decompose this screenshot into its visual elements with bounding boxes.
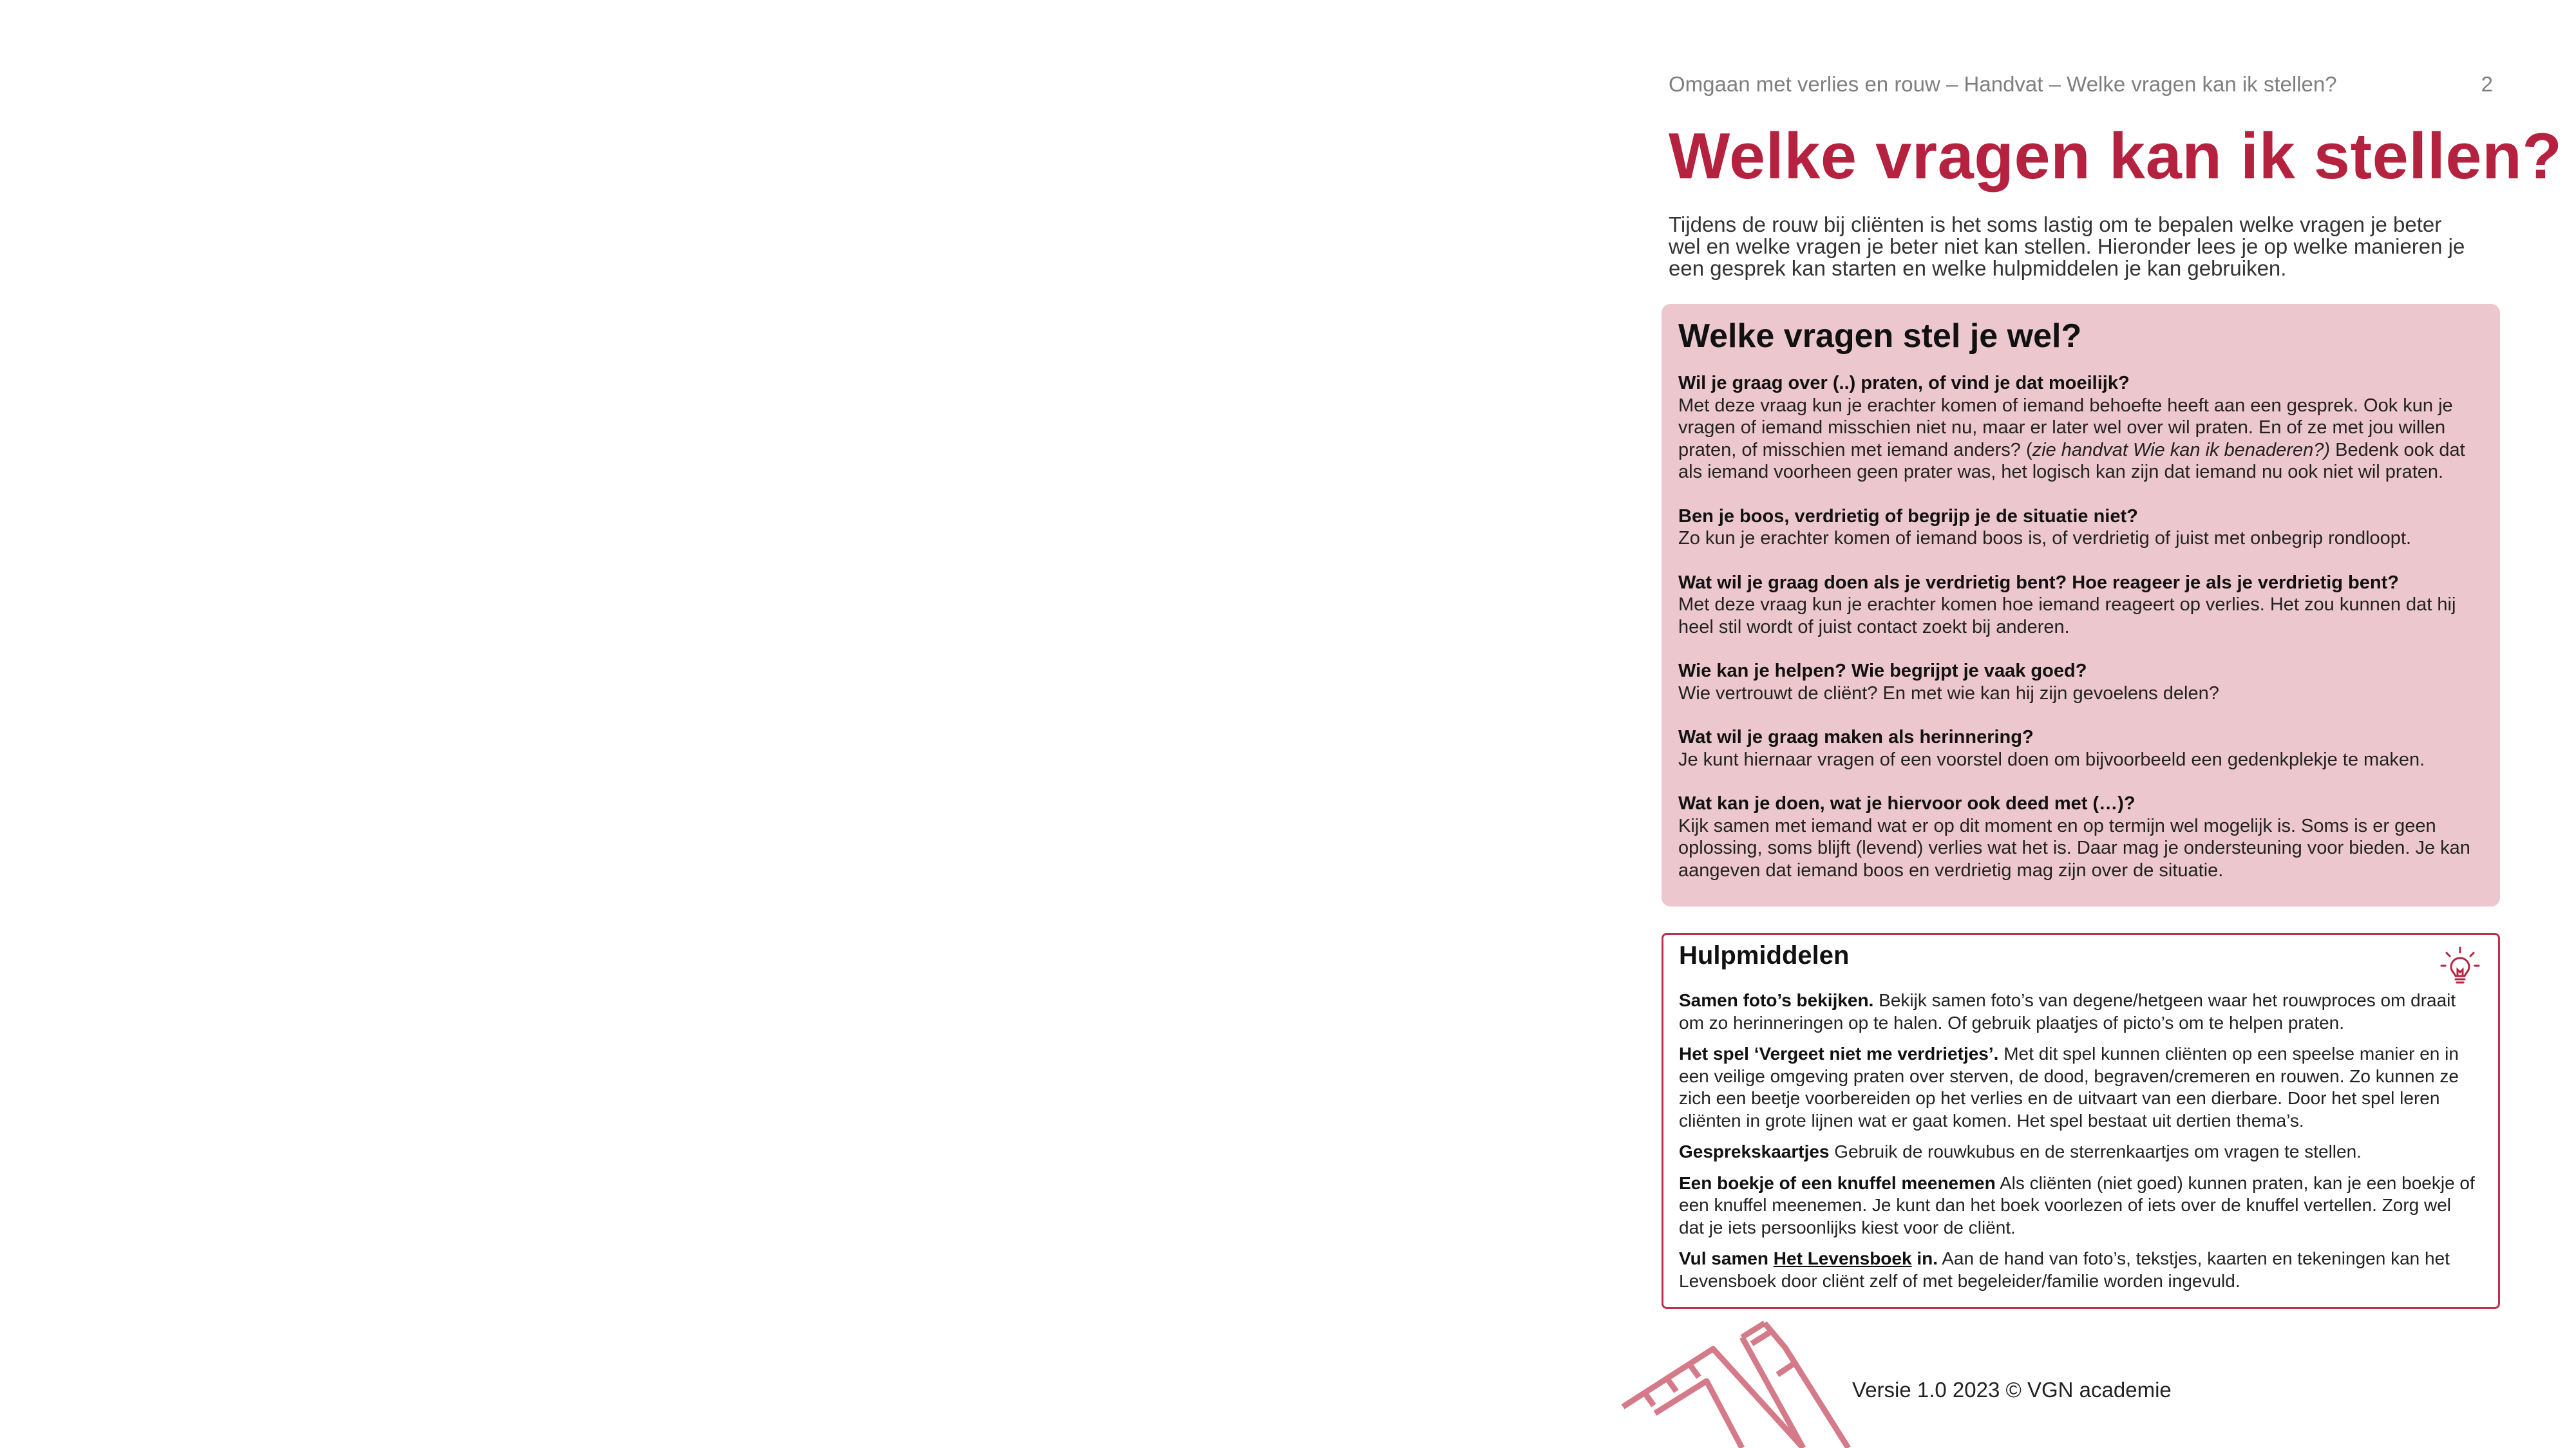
question-item xyxy=(1678,372,2483,484)
levensboek-link[interactable]: Het Levensboek xyxy=(1773,1248,1912,1268)
question-item xyxy=(1678,793,2483,881)
answer-text: Zo kun je erachter komen of iemand boos is, of verdrietig of juist met onbegrip rondloopt. xyxy=(1678,528,2412,549)
help-item: Vul samen Het Levensboek in. Aan de hand van foto’s, tekstjes, kaarten en tekeningen kan het Levensboek door cliënt zelf of met begeleider/familie worden ingevuld. xyxy=(1679,1248,2450,1291)
footer-version: Versie 1.0 2023 © VGN academie xyxy=(1852,1378,2172,1402)
page-header xyxy=(1669,72,2493,104)
question-item xyxy=(1678,505,2483,550)
answer-text: Kijk samen met iemand wat er op dit moment en op termijn wel mogelijk is. Soms is er geen oplossing, soms blijft (levend) verlies wat het is. Daar mag je ondersteuning voor bieden. Je kan aangeven dat iemand boos en verdrietig mag zijn over de situatie. xyxy=(1678,815,2470,881)
help-box-title: Hulpmiddelen xyxy=(1679,941,1850,970)
breadcrumb: Omgaan met verlies en rouw – Handvat – Welke vragen kan ik stellen? xyxy=(1669,72,2337,96)
page-number: 2 xyxy=(2481,72,2493,96)
help-item: Gesprekskaartjes Gebruik de rouwkubus en de sterrenkaartjes om vragen te stellen. xyxy=(1679,1142,2362,1161)
answer-text: Met deze vraag kun je erachter komen of iemand behoefte heeft aan een gesprek. Ook kun je vragen of iemand misschien niet nu, maar er later wel over wil praten. En of ze met jou willen praten, of misschien met iemand anders? (zie handvat Wie kan ik benaderen?) Bedenk ook dat als iemand voorheen geen prater was, het logisch kan zijn dat iemand nu ook niet wil praten. xyxy=(1678,395,2465,482)
question-item xyxy=(1678,572,2483,639)
help-item: Het spel ‘Vergeet niet me verdrietjes’. Met dit spel kunnen cliënten op een speelse manier en in een veilige omgeving praten over sterven, de dood, begraven/cremeren en rouwen. Zo kunnen ze zich een beetje voorbereiden op het verlies en de uitvaart van een dierbare. Door het spel leren cliënten in grote lijnen wat er gaat komen. Het spel bestaat uit dertien thema’s. xyxy=(1679,1044,2459,1131)
question-text: Wat kan je doen, wat je hiervoor ook deed met (…)? xyxy=(1678,793,2136,814)
answer-text: Je kunt hiernaar vragen of een voorstel doen om bijvoorbeeld een gedenkplekje te maken. xyxy=(1678,749,2425,770)
help-box xyxy=(1662,933,2500,1309)
questions-box-title: Welke vragen stel je wel? xyxy=(1678,317,2082,355)
question-text: Wat wil je graag maken als herinnering? xyxy=(1678,727,2034,748)
handvat-reference: zie handvat Wie kan ik benaderen?) xyxy=(2032,439,2331,460)
question-text: Wil je graag over (..) praten, of vind je dat moeilijk? xyxy=(1678,373,2130,393)
question-text: Wat wil je graag doen als je verdrietig bent? Hoe reageer je als je verdrietig bent? xyxy=(1678,572,2399,593)
intro-paragraph: Tijdens de rouw bij cliënten is het soms lastig om te bepalen welke vragen je beter wel en welke vragen je beter niet kan stellen. Hieronder lees je op welke manieren je een gesprek kan starten en welke hulpmiddelen je kan gebruiken. xyxy=(1669,212,2465,280)
help-item: Samen foto’s bekijken. Bekijk samen foto’s van degene/hetgeen waar het rouwproces om draait om zo herinneringen op te halen. Of gebruik plaatjes of picto’s om te helpen praten. xyxy=(1679,990,2456,1033)
lightbulb-icon xyxy=(2438,944,2483,989)
question-item xyxy=(1678,660,2483,704)
ruler-pencil-icon xyxy=(1610,1310,1855,1448)
help-item: Een boekje of een knuffel meenemen Als cliënten (niet goed) kunnen praten, kan je een boekje of een knuffel meenemen. Je kunt dan het boek voorlezen of iets over de knuffel vertellen. Zorg wel dat je iets persoonlijks kiest voor de cliënt. xyxy=(1679,1172,2475,1237)
answer-text: Wie vertrouwt de cliënt? En met wie kan hij zijn gevoelens delen? xyxy=(1678,682,2219,704)
question-item xyxy=(1678,726,2483,771)
page-title: Welke vragen kan ik stellen? xyxy=(1669,120,2562,193)
answer-text: Met deze vraag kun je erachter komen hoe iemand reageert op verlies. Het zou kunnen dat hij heel stil wordt of juist contact zoekt bij anderen. xyxy=(1678,594,2456,637)
questions-box xyxy=(1662,304,2500,907)
question-text: Ben je boos, verdrietig of begrijp je de situatie niet? xyxy=(1678,505,2138,527)
question-text: Wie kan je helpen? Wie begrijpt je vaak goed? xyxy=(1678,661,2087,681)
